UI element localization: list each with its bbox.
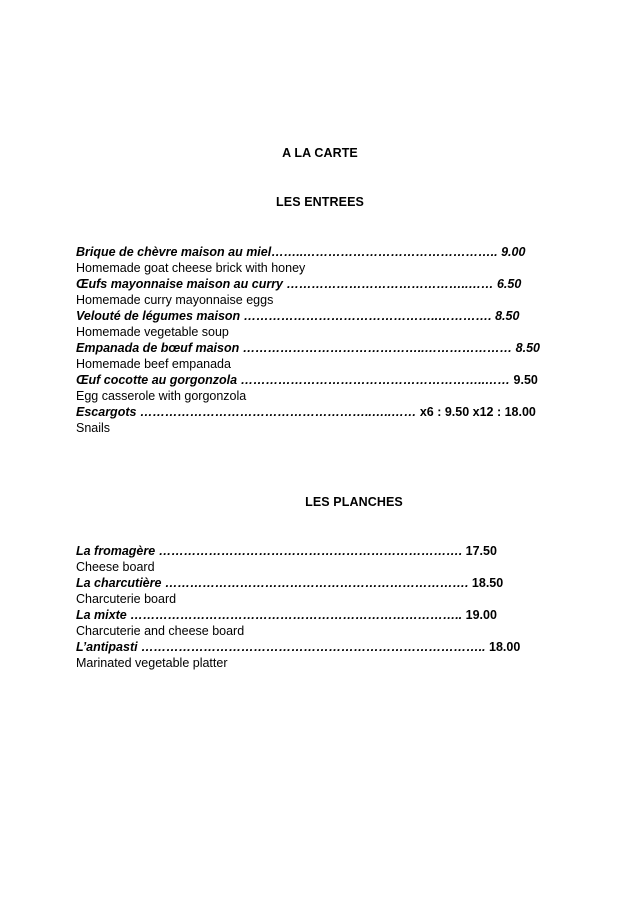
item-dots: …………………………………………………..……: [240, 373, 511, 387]
item-name: Œuf cocotte au gorgonzola: [76, 373, 238, 387]
menu-item: [76, 639, 576, 671]
item-dots: ………………………………………………..…..……: [139, 405, 417, 419]
menu-item: [76, 244, 576, 276]
item-dots: ……………………………………………………………………..: [130, 608, 463, 622]
item-name: La fromagère: [76, 544, 156, 558]
item-price: 9.50: [513, 373, 538, 387]
item-name: La mixte: [76, 608, 127, 622]
item-price: 17.50: [465, 544, 497, 558]
item-dots: ………………………………………………………………………..: [141, 640, 486, 654]
item-description: Charcuterie and cheese board: [76, 624, 245, 638]
item-description: Homemade beef empanada: [76, 357, 231, 371]
menu-item: [76, 340, 576, 372]
item-name: Escargots: [76, 405, 137, 419]
item-description: Snails: [76, 421, 111, 435]
item-dots: ……………………………………..……: [286, 277, 494, 291]
menu-item: [76, 276, 576, 308]
item-price: 6.50: [496, 277, 522, 291]
item-name: La charcutière: [76, 576, 162, 590]
menu-item: [76, 575, 576, 607]
section-title-planches: LES PLANCHES: [305, 495, 403, 509]
item-description: Charcuterie board: [76, 592, 177, 606]
item-price: 18.50: [471, 576, 504, 590]
planches-list: [76, 543, 576, 671]
item-name: Empanada de bœuf maison: [76, 341, 240, 355]
menu-item: [76, 308, 576, 340]
entrees-list: [76, 244, 576, 436]
item-name: L’antipasti: [76, 640, 138, 654]
item-description: Marinated vegetable platter: [76, 656, 228, 670]
item-price: x6 : 9.50 x12 : 18.00: [419, 405, 536, 419]
item-name: Velouté de légumes maison: [76, 309, 241, 323]
item-dots: ……………………………………………………………….: [158, 544, 463, 558]
menu-item: [76, 372, 576, 404]
menu-item: [76, 404, 576, 436]
item-name: Brique de chèvre maison au miel: [76, 245, 272, 259]
item-dots: ……………………………………………………………….: [164, 576, 469, 590]
item-dots: ………………………………………..………….: [243, 309, 492, 323]
menu-item: [76, 607, 576, 639]
item-price: 8.50: [495, 309, 520, 323]
menu-item: [76, 543, 576, 575]
item-dots: ……..………………………………………..: [271, 245, 498, 259]
page-title: A LA CARTE: [282, 146, 358, 160]
item-name: Œufs mayonnaise maison au curry: [76, 277, 284, 291]
item-description: Homemade vegetable soup: [76, 325, 229, 339]
item-price: 19.00: [465, 608, 497, 622]
section-title-entrees: LES ENTREES: [276, 195, 364, 209]
item-description: Homemade curry mayonnaise eggs: [76, 293, 274, 307]
item-description: Homemade goat cheese brick with honey: [76, 261, 306, 275]
item-description: Cheese board: [76, 560, 155, 574]
item-price: 18.00: [489, 640, 521, 654]
item-dots: ……………………………………..…………………: [242, 341, 513, 355]
item-price: 9.00: [501, 245, 526, 259]
item-price: 8.50: [515, 341, 540, 355]
item-description: Egg casserole with gorgonzola: [76, 389, 247, 403]
